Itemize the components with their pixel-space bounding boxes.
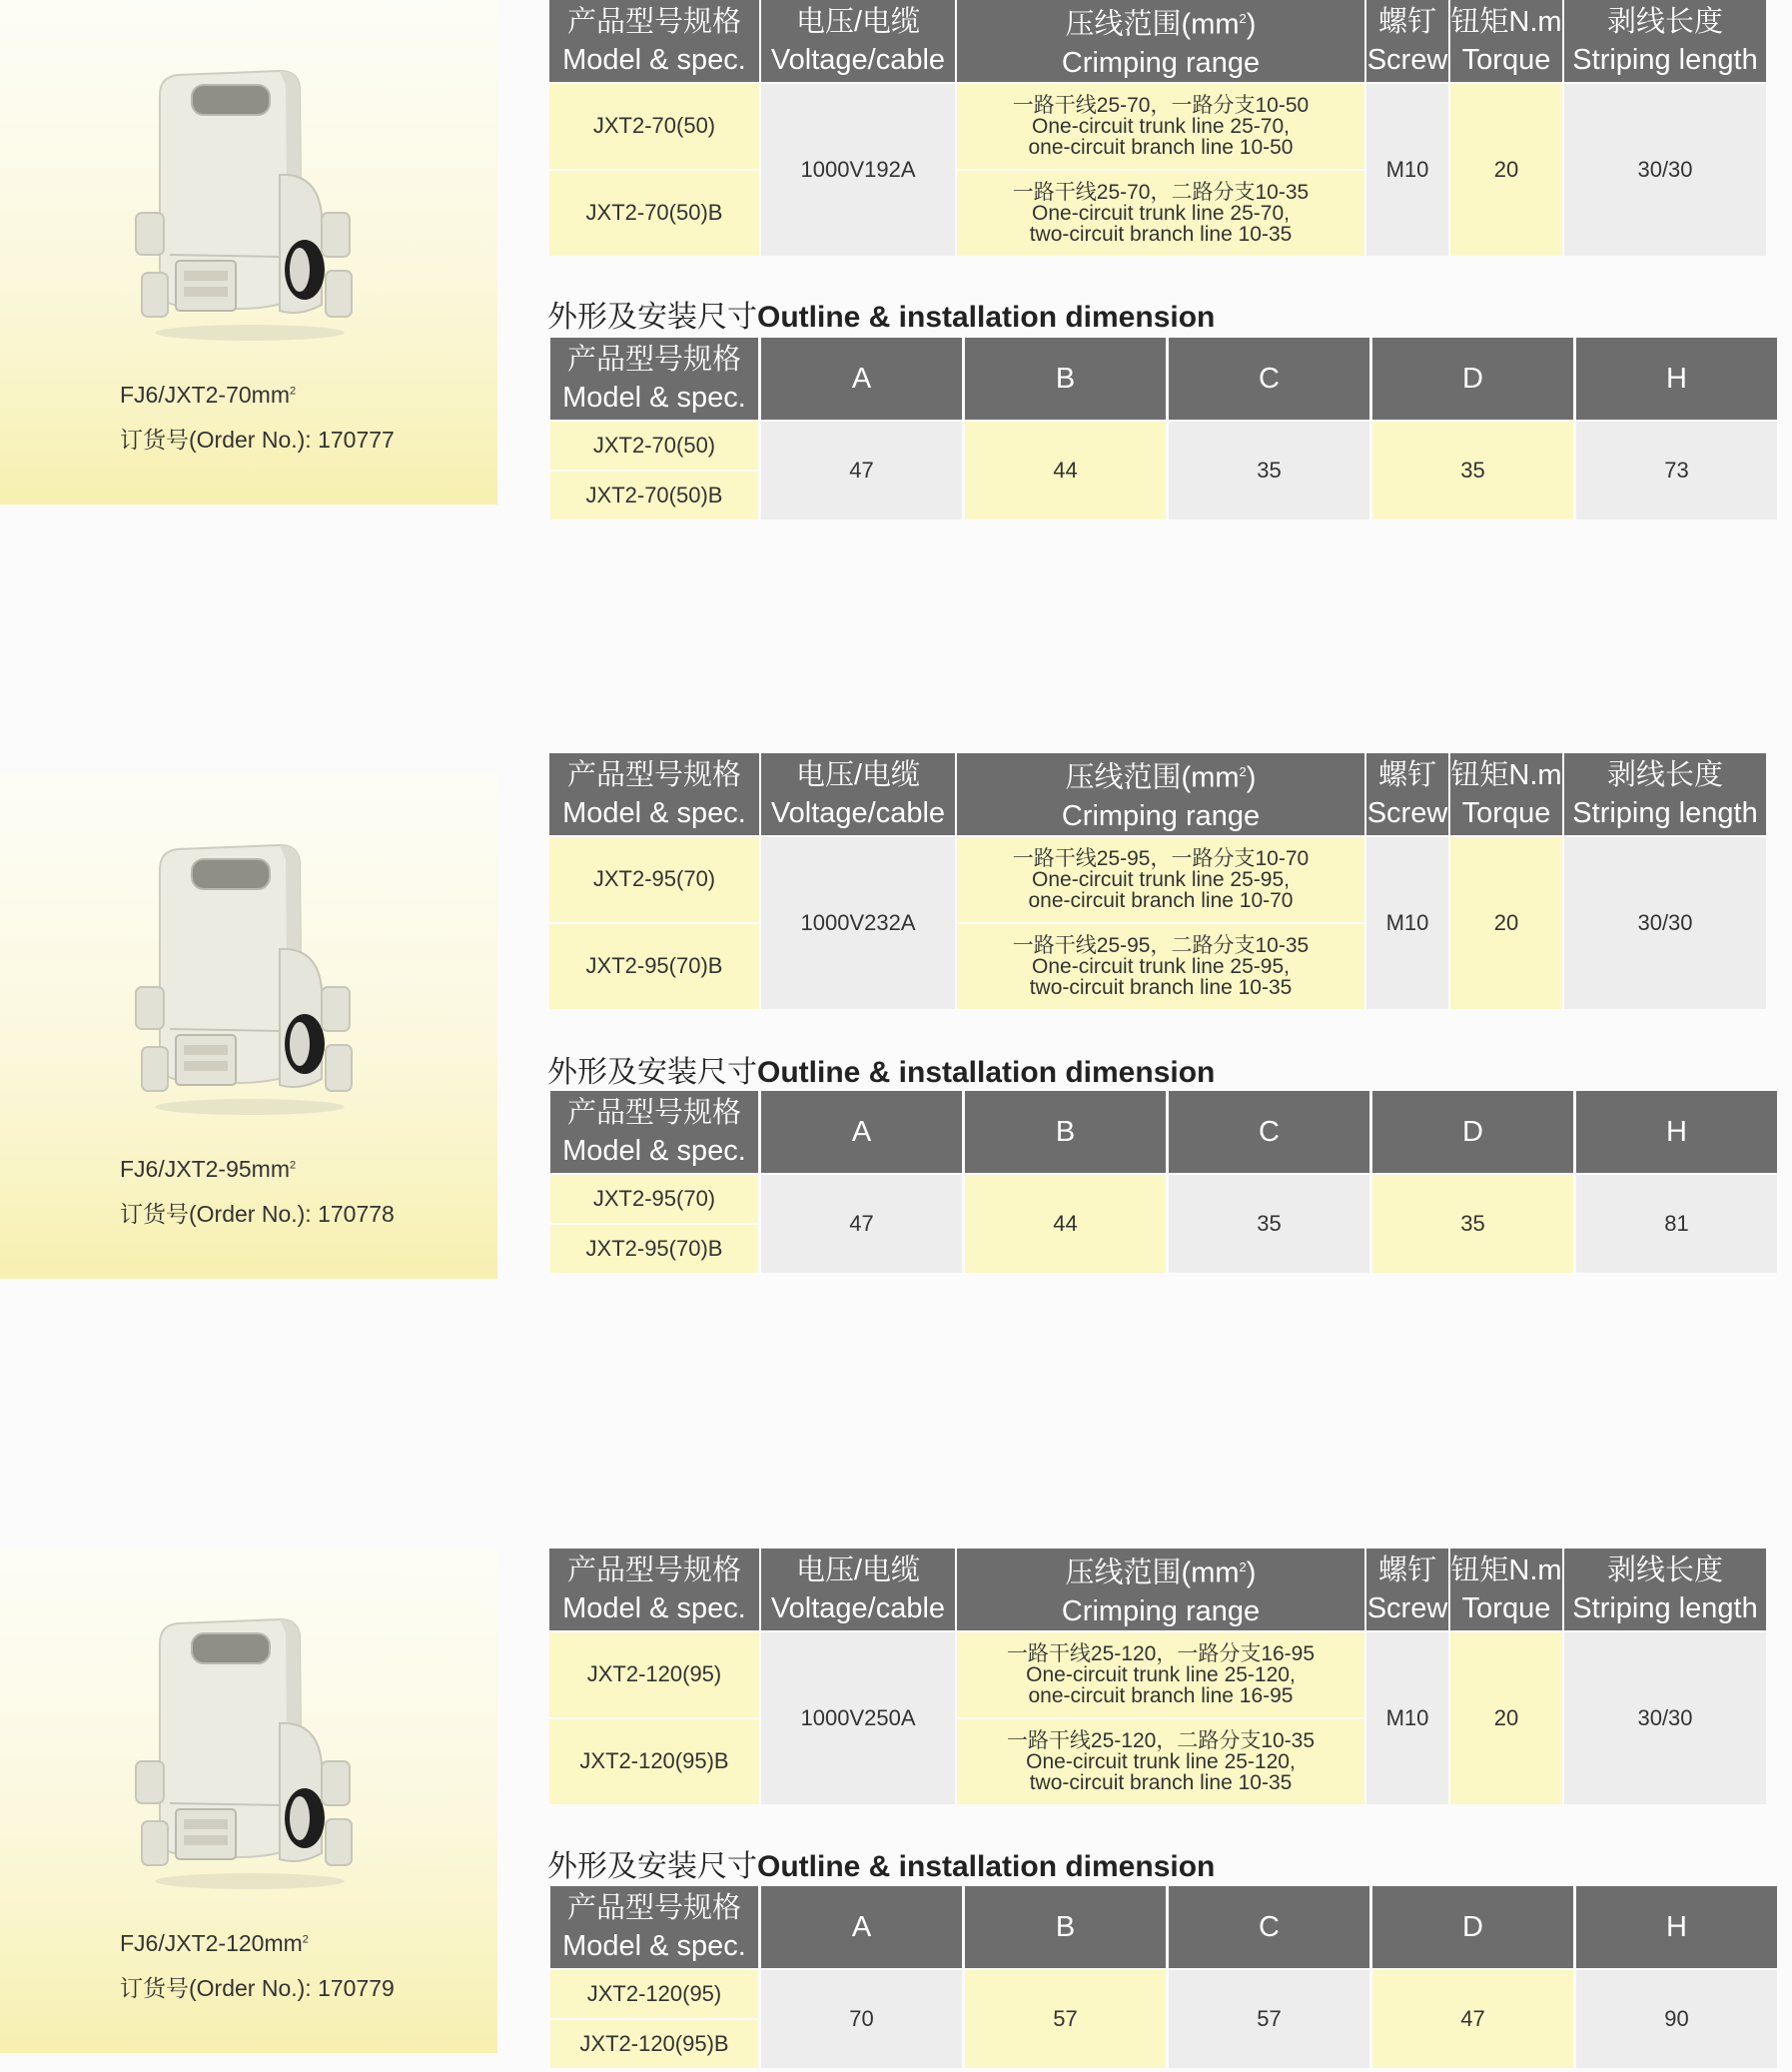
voltage-cell: 1000V250A: [761, 1632, 955, 1804]
terminal-connector-image: [130, 1613, 370, 1893]
torque-cell: 20: [1450, 837, 1562, 1009]
model-cell: JXT2-70(50)B: [550, 472, 758, 519]
dim-d-cell: 35: [1372, 1175, 1573, 1273]
spec-table: [547, 751, 1768, 1011]
product-card: [0, 0, 497, 505]
header-striping-length: 剥线长度 Striping length: [1564, 753, 1766, 835]
header-model: 产品型号规格 Model & spec.: [550, 1091, 758, 1173]
model-cell: JXT2-95(70)B: [549, 924, 759, 1009]
dimension-title: 外形及安装尺寸Outline & installation dimension: [547, 1056, 1216, 1089]
dim-a-cell: 47: [761, 422, 962, 519]
screw-cell: M10: [1366, 837, 1448, 1009]
header-d: D: [1372, 338, 1573, 420]
spec-header-row: [549, 753, 1766, 835]
dimension-title: 外形及安装尺寸Outline & installation dimension: [547, 301, 1216, 334]
spec-row: [549, 84, 1766, 169]
spec-header-row: [549, 0, 1766, 82]
crimp-cell: 一路干线25-120，二路分支10-35 One-circuit trunk line 25-120, two-circuit branch line 10-35: [957, 1719, 1364, 1804]
header-crimping-range: 压线范围$(mm^2)$ Crimping range: [957, 753, 1364, 835]
header-a: A: [761, 1886, 962, 1968]
model-cell: JXT2-95(70)B: [550, 1225, 758, 1273]
spec-header-row: [549, 1549, 1766, 1630]
model-cell: JXT2-70(50)B: [549, 171, 759, 256]
dimension-row: [550, 1970, 1777, 2018]
dim-c-cell: 35: [1169, 422, 1369, 519]
header-model: 产品型号规格 Model & spec.: [549, 753, 759, 835]
voltage-cell: 1000V232A: [761, 837, 955, 1009]
product-card: [0, 1549, 497, 2053]
dim-h-cell: 90: [1576, 1970, 1777, 2068]
dimension-table: [547, 1089, 1780, 1275]
dim-h-cell: 81: [1576, 1175, 1777, 1273]
header-d: D: [1372, 1886, 1573, 1968]
spec-row: [549, 837, 1766, 922]
header-b: B: [965, 1886, 1166, 1968]
dim-d-cell: 47: [1372, 1970, 1573, 2068]
header-c: C: [1169, 1886, 1369, 1968]
spec-row: [549, 1632, 1766, 1717]
header-b: B: [965, 1091, 1166, 1173]
dim-b-cell: 44: [965, 1175, 1166, 1273]
dim-b-cell: 57: [965, 1970, 1166, 2068]
terminal-connector-image: [130, 65, 370, 345]
header-striping-length: 剥线长度 Striping length: [1564, 0, 1766, 82]
dimension-row: [550, 422, 1777, 470]
crimp-cell: 一路干线25-95，一路分支10-70 One-circuit trunk line 25-95, one-circuit branch line 10-70: [957, 837, 1364, 922]
product-name: $FJ6/JXT2-70mm^2$: [120, 382, 297, 408]
header-b: B: [965, 338, 1166, 420]
header-screw: 螺钉 Screw: [1366, 1549, 1448, 1630]
spec-table: [547, 1547, 1768, 1806]
header-a: A: [761, 1091, 962, 1173]
product-name: $FJ6/JXT2-95mm^2$: [120, 1156, 297, 1182]
torque-cell: 20: [1450, 84, 1562, 256]
screw-cell: M10: [1366, 1632, 1448, 1804]
header-model: 产品型号规格 Model & spec.: [549, 0, 759, 82]
crimp-cell: 一路干线25-95，二路分支10-35 One-circuit trunk line 25-95, two-circuit branch line 10-35: [957, 924, 1364, 1009]
dimension-table: [547, 336, 1780, 521]
dimension-title: 外形及安装尺寸Outline & installation dimension: [547, 1850, 1216, 1883]
header-torque: 钮矩N.m Torque: [1450, 753, 1562, 835]
dim-d-cell: 35: [1372, 422, 1573, 519]
dim-c-cell: 57: [1169, 1970, 1369, 2068]
spec-table: [547, 0, 1768, 258]
header-crimping-range: 压线范围$(mm^2)$ Crimping range: [957, 1549, 1364, 1630]
header-c: C: [1169, 1091, 1369, 1173]
product-card: [0, 774, 497, 1279]
crimp-cell: 一路干线25-70，二路分支10-35 One-circuit trunk line 25-70, two-circuit branch line 10-35: [957, 171, 1364, 256]
model-cell: JXT2-95(70): [550, 1175, 758, 1223]
header-c: C: [1169, 338, 1369, 420]
dim-a-cell: 70: [761, 1970, 962, 2068]
header-torque: 钮矩N.m Torque: [1450, 1549, 1562, 1630]
header-torque: 钮矩N.m Torque: [1450, 0, 1562, 82]
terminal-connector-image: [130, 839, 370, 1119]
header-model: 产品型号规格 Model & spec.: [550, 1886, 758, 1968]
model-cell: JXT2-120(95)B: [550, 2020, 758, 2068]
dim-h-cell: 73: [1576, 422, 1777, 519]
striping-length-cell: 30/30: [1564, 837, 1766, 1009]
order-number: 订货号(Order No.): 170778: [120, 1201, 395, 1227]
dimension-header-row: [550, 1886, 1777, 1968]
order-number: 订货号(Order No.): 170779: [120, 1975, 395, 2001]
dimension-row: [550, 1175, 1777, 1223]
striping-length-cell: 30/30: [1564, 84, 1766, 256]
model-cell: JXT2-70(50): [549, 84, 759, 169]
header-screw: 螺钉 Screw: [1366, 753, 1448, 835]
dim-c-cell: 35: [1169, 1175, 1369, 1273]
header-model: 产品型号规格 Model & spec.: [549, 1549, 759, 1630]
header-d: D: [1372, 1091, 1573, 1173]
header-h: H: [1576, 1886, 1777, 1968]
model-cell: JXT2-70(50): [550, 422, 758, 470]
header-voltage: 电压/电缆 Voltage/cable: [761, 0, 955, 82]
screw-cell: M10: [1366, 84, 1448, 256]
torque-cell: 20: [1450, 1632, 1562, 1804]
model-cell: JXT2-120(95): [550, 1970, 758, 2018]
dimension-header-row: [550, 338, 1777, 420]
dim-b-cell: 44: [965, 422, 1166, 519]
crimp-cell: 一路干线25-70，一路分支10-50 One-circuit trunk line 25-70, one-circuit branch line 10-50: [957, 84, 1364, 169]
header-a: A: [761, 338, 962, 420]
header-model: 产品型号规格 Model & spec.: [550, 338, 758, 420]
order-number: 订货号(Order No.): 170777: [120, 427, 395, 453]
model-cell: JXT2-95(70): [549, 837, 759, 922]
header-h: H: [1576, 1091, 1777, 1173]
header-crimping-range: 压线范围$(mm^2)$ Crimping range: [957, 0, 1364, 82]
header-screw: 螺钉 Screw: [1366, 0, 1448, 82]
header-voltage: 电压/电缆 Voltage/cable: [761, 1549, 955, 1630]
dimension-table: [547, 1884, 1780, 2070]
product-name: $FJ6/JXT2-120mm^2$: [120, 1930, 309, 1956]
voltage-cell: 1000V192A: [761, 84, 955, 256]
crimp-cell: 一路干线25-120，一路分支16-95 One-circuit trunk line 25-120, one-circuit branch line 16-95: [957, 1632, 1364, 1717]
striping-length-cell: 30/30: [1564, 1632, 1766, 1804]
header-striping-length: 剥线长度 Striping length: [1564, 1549, 1766, 1630]
dim-a-cell: 47: [761, 1175, 962, 1273]
header-h: H: [1576, 338, 1777, 420]
header-voltage: 电压/电缆 Voltage/cable: [761, 753, 955, 835]
dimension-header-row: [550, 1091, 1777, 1173]
model-cell: JXT2-120(95)B: [549, 1719, 759, 1804]
model-cell: JXT2-120(95): [549, 1632, 759, 1717]
